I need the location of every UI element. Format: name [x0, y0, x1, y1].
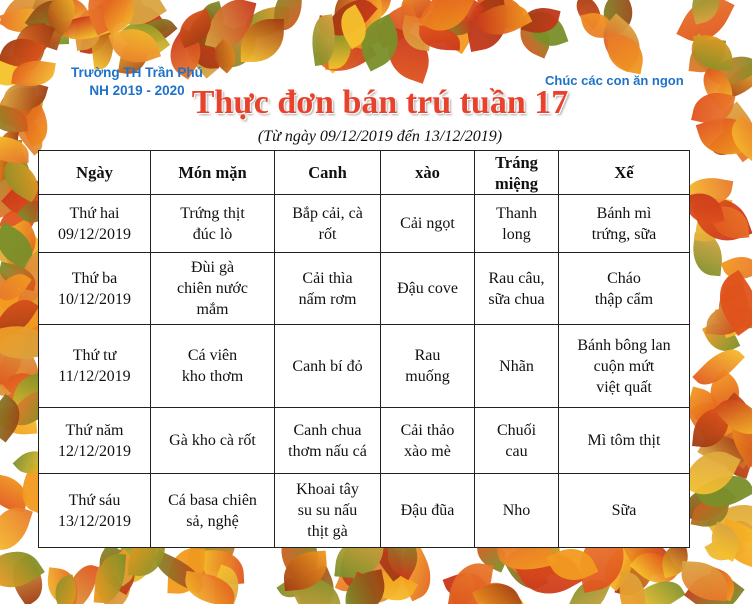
- header-text: Ngày: [76, 163, 113, 182]
- header-col-mon-man: [151, 151, 275, 195]
- cell-canh: [275, 474, 381, 548]
- cell-text: Rau câu,: [488, 269, 545, 287]
- cell-text: cuộn mứt: [593, 357, 655, 375]
- cell-mon-man: [151, 408, 275, 474]
- table-row: [39, 408, 690, 474]
- cell-xe: [559, 325, 690, 408]
- cell-text: mắm: [196, 301, 229, 318]
- cell-text: Khoai tây: [296, 481, 359, 498]
- cell-xe: [559, 253, 690, 325]
- cell-mon-man: [151, 325, 275, 408]
- cell-day: [39, 253, 151, 325]
- school-year: NH 2019 - 2020: [89, 83, 185, 98]
- cell-text: Chuối: [496, 421, 537, 439]
- cell-mon-man: [151, 253, 275, 325]
- table-header-row: [39, 151, 690, 195]
- header-text: Tráng: [495, 152, 538, 172]
- cell-text: Thứ sáu: [68, 491, 121, 509]
- cell-trang-mieng: [475, 195, 559, 253]
- cell-text: Đậu đũa: [400, 502, 455, 519]
- cell-text: Cải thìa: [302, 269, 353, 287]
- cell-text: xào mè: [404, 442, 451, 460]
- cell-trang-mieng: [475, 474, 559, 548]
- cell-text: Thứ năm: [65, 421, 124, 439]
- cell-text: thập cẩm: [594, 290, 654, 308]
- header-text: Xế: [614, 163, 634, 182]
- cell-trang-mieng: [475, 253, 559, 325]
- cell-day: [39, 325, 151, 408]
- cell-text: Cháo: [607, 269, 641, 287]
- cell-canh: [275, 408, 381, 474]
- header-col-canh: [275, 151, 381, 195]
- cell-text: 12/12/2019: [58, 442, 131, 460]
- cell-text: Thanh: [496, 204, 537, 222]
- header-text: miệng: [494, 173, 539, 193]
- cell-mon-man: [151, 195, 275, 253]
- table-row: [39, 195, 690, 253]
- cell-text: Canh bí đỏ: [292, 357, 363, 375]
- table-row: [39, 253, 690, 325]
- cell-text: việt quất: [596, 378, 652, 396]
- cell-text: Sữa: [611, 502, 637, 519]
- cell-text: Cải ngọt: [400, 215, 455, 232]
- cell-trang-mieng: [475, 325, 559, 408]
- cell-text: Trứng thịt: [180, 204, 245, 222]
- cell-text: Cải thảo: [400, 421, 455, 439]
- cell-xao: [381, 325, 475, 408]
- cell-text: Nhãn: [499, 357, 534, 375]
- cell-text: sữa chua: [488, 290, 545, 308]
- cell-text: rốt: [318, 225, 337, 243]
- table-row: [39, 325, 690, 408]
- cell-text: Bánh mì: [596, 204, 652, 222]
- cell-xe: [559, 195, 690, 253]
- cell-text: Rau: [414, 347, 441, 364]
- cell-text: trứng, sữa: [591, 225, 657, 243]
- greeting-text: Chúc các con ăn ngon: [545, 73, 684, 88]
- cell-text: Đùi gà: [190, 259, 235, 276]
- cell-text: Cá basa chiên: [168, 491, 257, 509]
- cell-text: long: [502, 225, 531, 243]
- cell-text: muống: [405, 368, 450, 385]
- cell-day: [39, 474, 151, 548]
- cell-text: đúc lò: [192, 225, 233, 243]
- cell-text: 11/12/2019: [58, 368, 131, 385]
- cell-text: 09/12/2019: [58, 225, 131, 243]
- table-row: [39, 474, 690, 548]
- header-col-trang-mieng: [475, 151, 559, 195]
- cell-canh: [275, 195, 381, 253]
- cell-day: [39, 195, 151, 253]
- header-col-day: [39, 151, 151, 195]
- cell-canh: [275, 253, 381, 325]
- cell-text: Thứ hai: [69, 204, 120, 222]
- cell-text: chiên nước: [177, 280, 248, 297]
- cell-text: Bắp cải, cà: [292, 204, 363, 222]
- cell-xe: [559, 474, 690, 548]
- cell-text: kho thơm: [181, 368, 244, 385]
- header-text: Món mặn: [178, 163, 247, 182]
- cell-text: 13/12/2019: [58, 512, 131, 530]
- cell-text: Thứ ba: [71, 269, 118, 287]
- header-text: xào: [415, 163, 440, 182]
- cell-text: su su nấu: [297, 502, 358, 519]
- cell-text: thơm nấu cá: [288, 442, 367, 460]
- cell-text: sả, nghệ: [186, 512, 239, 530]
- cell-text: Bánh bông lan: [577, 336, 671, 354]
- weekly-menu-table: [38, 150, 690, 548]
- school-name: Trường TH Trần Phú: [71, 65, 203, 80]
- cell-xe: [559, 408, 690, 474]
- header-col-xao: [381, 151, 475, 195]
- cell-text: thịt gà: [307, 523, 348, 540]
- page-title: Thực đơn bán trú tuần 17: [191, 84, 569, 121]
- cell-text: Đậu cove: [397, 280, 458, 297]
- cell-mon-man: [151, 474, 275, 548]
- cell-text: Canh chua: [293, 421, 362, 439]
- cell-xao: [381, 253, 475, 325]
- cell-text: cau: [505, 442, 528, 460]
- cell-text: Nho: [502, 502, 531, 519]
- header-text: Canh: [308, 163, 347, 182]
- cell-text: Mì tôm thịt: [587, 432, 661, 449]
- cell-xao: [381, 195, 475, 253]
- cell-text: Gà kho cà rốt: [169, 432, 256, 449]
- cell-text: Cá viên: [187, 347, 238, 364]
- cell-text: nấm rơm: [298, 290, 357, 308]
- cell-day: [39, 408, 151, 474]
- date-range-subtitle: (Từ ngày 09/12/2019 đến 13/12/2019): [257, 128, 503, 145]
- header-col-xe: [559, 151, 690, 195]
- cell-text: Thứ tư: [72, 347, 117, 364]
- cell-canh: [275, 325, 381, 408]
- cell-xao: [381, 474, 475, 548]
- cell-trang-mieng: [475, 408, 559, 474]
- cell-xao: [381, 408, 475, 474]
- cell-text: 10/12/2019: [58, 290, 131, 308]
